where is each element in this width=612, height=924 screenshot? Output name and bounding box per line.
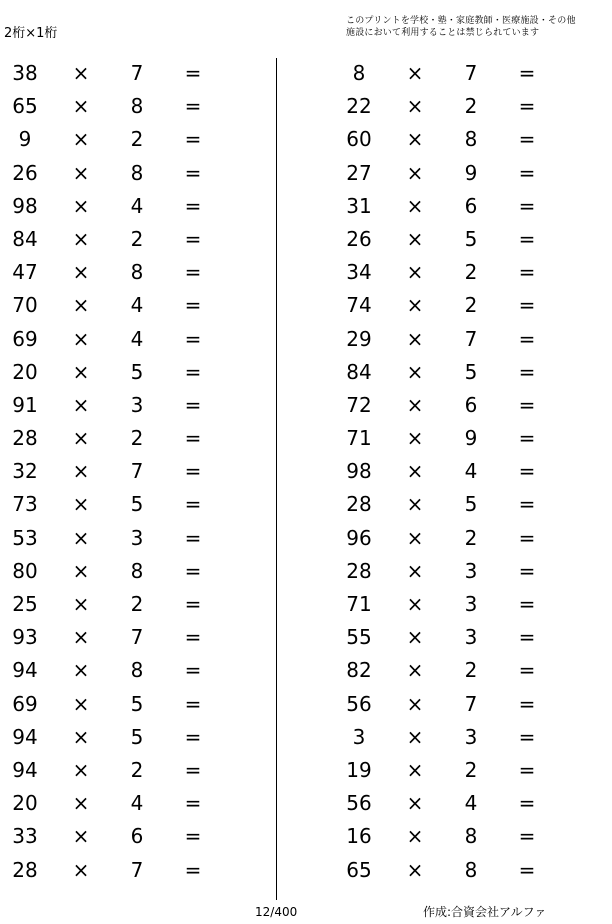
equals-sign: = <box>184 392 202 417</box>
equals-sign: = <box>184 326 202 351</box>
problem-row <box>0 588 280 621</box>
multiplicand: 26 <box>346 226 372 251</box>
multiplier: 3 <box>464 625 478 650</box>
equals-sign: = <box>518 193 536 218</box>
times-sign: × <box>72 824 90 849</box>
equals-sign: = <box>184 359 202 384</box>
equals-sign: = <box>184 492 202 517</box>
multiplicand: 3 <box>352 724 366 749</box>
multiplicand: 31 <box>346 193 372 218</box>
times-sign: × <box>406 459 424 484</box>
multiplicand: 9 <box>18 127 32 152</box>
multiplicand: 98 <box>346 459 372 484</box>
equals-sign: = <box>184 658 202 683</box>
problem-row <box>0 256 280 289</box>
problem-row <box>0 488 280 521</box>
multiplicand: 69 <box>12 691 38 716</box>
multiplier: 3 <box>464 724 478 749</box>
multiplicand: 56 <box>346 791 372 816</box>
problem-row <box>334 488 612 521</box>
multiplicand: 56 <box>346 691 372 716</box>
times-sign: × <box>72 127 90 152</box>
multiplier: 3 <box>464 558 478 583</box>
problem-row <box>0 223 280 256</box>
usage-notice-line: 施設において利用することは禁じられています <box>346 28 540 38</box>
equals-sign: = <box>518 592 536 616</box>
problem-row <box>334 522 612 555</box>
multiplicand: 20 <box>12 359 38 384</box>
multiplier: 9 <box>464 160 478 185</box>
times-sign: × <box>406 492 424 517</box>
problem-row <box>334 555 612 588</box>
equals-sign: = <box>518 857 536 882</box>
multiplicand: 28 <box>12 857 38 882</box>
problem-row <box>0 721 280 754</box>
multiplier: 2 <box>130 757 144 782</box>
multiplier: 2 <box>464 293 478 318</box>
equals-sign: = <box>518 226 536 251</box>
equals-sign: = <box>518 94 536 119</box>
multiplicand: 38 <box>12 61 38 85</box>
multiplier: 6 <box>464 193 478 218</box>
problem-row <box>334 356 612 389</box>
problem-row <box>0 754 280 787</box>
multiplicand: 25 <box>12 592 38 616</box>
multiplicand: 55 <box>346 625 372 650</box>
multiplicand: 34 <box>346 260 372 285</box>
times-sign: × <box>406 757 424 782</box>
multiplier: 9 <box>464 426 478 451</box>
times-sign: × <box>406 857 424 882</box>
multiplier: 5 <box>130 724 144 749</box>
equals-sign: = <box>518 392 536 417</box>
multiplicand: 33 <box>12 824 38 849</box>
multiplicand: 73 <box>12 492 38 517</box>
multiplier: 6 <box>130 824 144 849</box>
problem-row <box>0 356 280 389</box>
times-sign: × <box>406 293 424 318</box>
equals-sign: = <box>518 691 536 716</box>
equals-sign: = <box>184 757 202 782</box>
multiplicand: 53 <box>12 525 38 550</box>
multiplicand: 80 <box>12 558 38 583</box>
equals-sign: = <box>518 658 536 683</box>
multiplier: 8 <box>464 857 478 882</box>
times-sign: × <box>406 392 424 417</box>
times-sign: × <box>406 791 424 816</box>
problem-row <box>334 157 612 190</box>
times-sign: × <box>406 525 424 550</box>
problem-row <box>0 455 280 488</box>
multiplicand: 65 <box>12 94 38 119</box>
multiplier: 3 <box>130 392 144 417</box>
equals-sign: = <box>518 426 536 451</box>
multiplicand: 71 <box>346 426 372 451</box>
left-problem-column <box>0 57 280 887</box>
times-sign: × <box>406 426 424 451</box>
multiplier: 4 <box>464 791 478 816</box>
multiplier: 2 <box>464 94 478 119</box>
multiplier: 2 <box>130 426 144 451</box>
problem-row <box>0 157 280 190</box>
multiplier: 7 <box>464 691 478 716</box>
multiplicand: 65 <box>346 857 372 882</box>
problem-row <box>334 588 612 621</box>
problem-row <box>334 754 612 787</box>
problem-row <box>0 555 280 588</box>
problem-row <box>0 57 280 90</box>
problem-row <box>334 688 612 721</box>
multiplicand: 8 <box>352 61 366 85</box>
problem-row <box>334 223 612 256</box>
multiplier: 4 <box>464 459 478 484</box>
equals-sign: = <box>518 625 536 650</box>
multiplicand: 82 <box>346 658 372 683</box>
multiplicand: 84 <box>346 359 372 384</box>
problem-row <box>334 422 612 455</box>
equals-sign: = <box>518 724 536 749</box>
equals-sign: = <box>518 757 536 782</box>
problem-row <box>0 654 280 687</box>
problem-row <box>334 323 612 356</box>
multiplier: 5 <box>130 492 144 517</box>
multiplier: 5 <box>464 359 478 384</box>
equals-sign: = <box>184 691 202 716</box>
equals-sign: = <box>518 260 536 285</box>
multiplier: 5 <box>464 492 478 517</box>
times-sign: × <box>406 824 424 849</box>
times-sign: × <box>406 359 424 384</box>
multiplier: 7 <box>130 61 144 85</box>
equals-sign: = <box>184 160 202 185</box>
multiplicand: 69 <box>12 326 38 351</box>
problem-row <box>0 522 280 555</box>
equals-sign: = <box>184 592 202 616</box>
equals-sign: = <box>184 824 202 849</box>
author-credit: 作成:合資会社アルファ <box>423 905 547 919</box>
times-sign: × <box>406 226 424 251</box>
times-sign: × <box>72 724 90 749</box>
multiplicand: 84 <box>12 226 38 251</box>
multiplier: 2 <box>130 592 144 616</box>
right-problem-column <box>334 57 612 887</box>
multiplicand: 70 <box>12 293 38 318</box>
problem-row <box>0 289 280 322</box>
times-sign: × <box>72 426 90 451</box>
multiplier: 8 <box>130 558 144 583</box>
multiplicand: 72 <box>346 392 372 417</box>
times-sign: × <box>72 260 90 285</box>
problem-row <box>0 123 280 156</box>
times-sign: × <box>72 160 90 185</box>
usage-notice <box>346 15 576 39</box>
multiplicand: 29 <box>346 326 372 351</box>
equals-sign: = <box>184 724 202 749</box>
problem-row <box>334 389 612 422</box>
usage-notice-line: このプリントを学校・塾・家庭教師・医療施設・その他 <box>346 16 576 26</box>
times-sign: × <box>72 492 90 517</box>
multiplicand: 71 <box>346 592 372 616</box>
times-sign: × <box>406 260 424 285</box>
multiplicand: 98 <box>12 193 38 218</box>
times-sign: × <box>72 61 90 85</box>
problem-row <box>0 787 280 820</box>
times-sign: × <box>406 94 424 119</box>
problem-row <box>334 654 612 687</box>
problem-row <box>334 289 612 322</box>
multiplier: 7 <box>130 857 144 882</box>
multiplicand: 96 <box>346 525 372 550</box>
multiplicand: 20 <box>12 791 38 816</box>
equals-sign: = <box>518 61 536 85</box>
page-number: 12/400 <box>255 905 298 919</box>
multiplicand: 26 <box>12 160 38 185</box>
problem-row <box>334 721 612 754</box>
equals-sign: = <box>184 61 202 85</box>
multiplier: 4 <box>130 293 144 318</box>
problem-row <box>0 854 280 887</box>
equals-sign: = <box>184 525 202 550</box>
problem-row <box>0 621 280 654</box>
multiplier: 4 <box>130 193 144 218</box>
multiplier: 7 <box>130 625 144 650</box>
times-sign: × <box>406 326 424 351</box>
problem-row <box>334 90 612 123</box>
times-sign: × <box>406 724 424 749</box>
multiplier: 2 <box>464 658 478 683</box>
multiplicand: 60 <box>346 127 372 152</box>
equals-sign: = <box>518 558 536 583</box>
times-sign: × <box>406 127 424 152</box>
multiplicand: 28 <box>12 426 38 451</box>
equals-sign: = <box>184 426 202 451</box>
multiplier: 2 <box>130 226 144 251</box>
multiplier: 4 <box>130 326 144 351</box>
times-sign: × <box>72 592 90 616</box>
problem-row <box>334 820 612 853</box>
equals-sign: = <box>518 492 536 517</box>
multiplier: 7 <box>464 61 478 85</box>
times-sign: × <box>72 293 90 318</box>
equals-sign: = <box>518 359 536 384</box>
equals-sign: = <box>184 558 202 583</box>
multiplier: 3 <box>464 592 478 616</box>
equals-sign: = <box>518 160 536 185</box>
times-sign: × <box>72 226 90 251</box>
times-sign: × <box>72 625 90 650</box>
times-sign: × <box>406 558 424 583</box>
equals-sign: = <box>184 791 202 816</box>
times-sign: × <box>72 757 90 782</box>
multiplicand: 94 <box>12 658 38 683</box>
equals-sign: = <box>184 293 202 318</box>
equals-sign: = <box>184 193 202 218</box>
equals-sign: = <box>518 459 536 484</box>
problem-row <box>334 256 612 289</box>
multiplier: 7 <box>130 459 144 484</box>
equals-sign: = <box>184 94 202 119</box>
times-sign: × <box>406 658 424 683</box>
equals-sign: = <box>518 127 536 152</box>
multiplicand: 94 <box>12 724 38 749</box>
times-sign: × <box>406 592 424 616</box>
equals-sign: = <box>184 260 202 285</box>
equals-sign: = <box>184 625 202 650</box>
equals-sign: = <box>518 293 536 318</box>
multiplicand: 27 <box>346 160 372 185</box>
times-sign: × <box>72 658 90 683</box>
multiplier: 4 <box>130 791 144 816</box>
multiplicand: 19 <box>346 757 372 782</box>
multiplicand: 94 <box>12 757 38 782</box>
times-sign: × <box>72 193 90 218</box>
problem-row <box>0 422 280 455</box>
multiplier: 8 <box>130 94 144 119</box>
multiplier: 3 <box>130 525 144 550</box>
multiplier: 8 <box>464 127 478 152</box>
problem-row <box>334 621 612 654</box>
problem-row <box>0 820 280 853</box>
times-sign: × <box>72 525 90 550</box>
times-sign: × <box>72 558 90 583</box>
multiplier: 5 <box>130 359 144 384</box>
problem-row <box>0 90 280 123</box>
equals-sign: = <box>518 824 536 849</box>
problem-row <box>0 323 280 356</box>
multiplier: 8 <box>130 160 144 185</box>
times-sign: × <box>406 160 424 185</box>
multiplier: 2 <box>464 260 478 285</box>
multiplicand: 91 <box>12 392 38 417</box>
multiplier: 5 <box>130 691 144 716</box>
times-sign: × <box>72 857 90 882</box>
multiplicand: 28 <box>346 558 372 583</box>
problem-row <box>334 854 612 887</box>
times-sign: × <box>72 392 90 417</box>
problem-row <box>334 190 612 223</box>
multiplicand: 74 <box>346 293 372 318</box>
multiplier: 2 <box>464 757 478 782</box>
times-sign: × <box>72 459 90 484</box>
equals-sign: = <box>518 525 536 550</box>
times-sign: × <box>72 94 90 119</box>
problem-row <box>334 455 612 488</box>
equals-sign: = <box>518 326 536 351</box>
times-sign: × <box>406 193 424 218</box>
times-sign: × <box>72 359 90 384</box>
equals-sign: = <box>184 857 202 882</box>
problem-row <box>0 688 280 721</box>
problem-row <box>334 787 612 820</box>
times-sign: × <box>406 691 424 716</box>
multiplier: 8 <box>464 824 478 849</box>
times-sign: × <box>72 326 90 351</box>
multiplier: 8 <box>130 260 144 285</box>
problem-row <box>0 190 280 223</box>
equals-sign: = <box>184 127 202 152</box>
multiplier: 7 <box>464 326 478 351</box>
problem-row <box>334 123 612 156</box>
equals-sign: = <box>184 226 202 251</box>
multiplicand: 93 <box>12 625 38 650</box>
multiplier: 2 <box>464 525 478 550</box>
times-sign: × <box>72 691 90 716</box>
equals-sign: = <box>518 791 536 816</box>
multiplicand: 47 <box>12 260 38 285</box>
multiplicand: 16 <box>346 824 372 849</box>
problem-row <box>334 57 612 90</box>
multiplicand: 28 <box>346 492 372 517</box>
multiplier: 6 <box>464 392 478 417</box>
equals-sign: = <box>184 459 202 484</box>
times-sign: × <box>406 61 424 85</box>
multiplicand: 32 <box>12 459 38 484</box>
problem-row <box>0 389 280 422</box>
multiplier: 2 <box>130 127 144 152</box>
multiplier: 8 <box>130 658 144 683</box>
multiplicand: 22 <box>346 94 372 119</box>
multiplier: 5 <box>464 226 478 251</box>
times-sign: × <box>72 791 90 816</box>
times-sign: × <box>406 625 424 650</box>
worksheet-title: 2桁×1桁 <box>4 26 58 41</box>
